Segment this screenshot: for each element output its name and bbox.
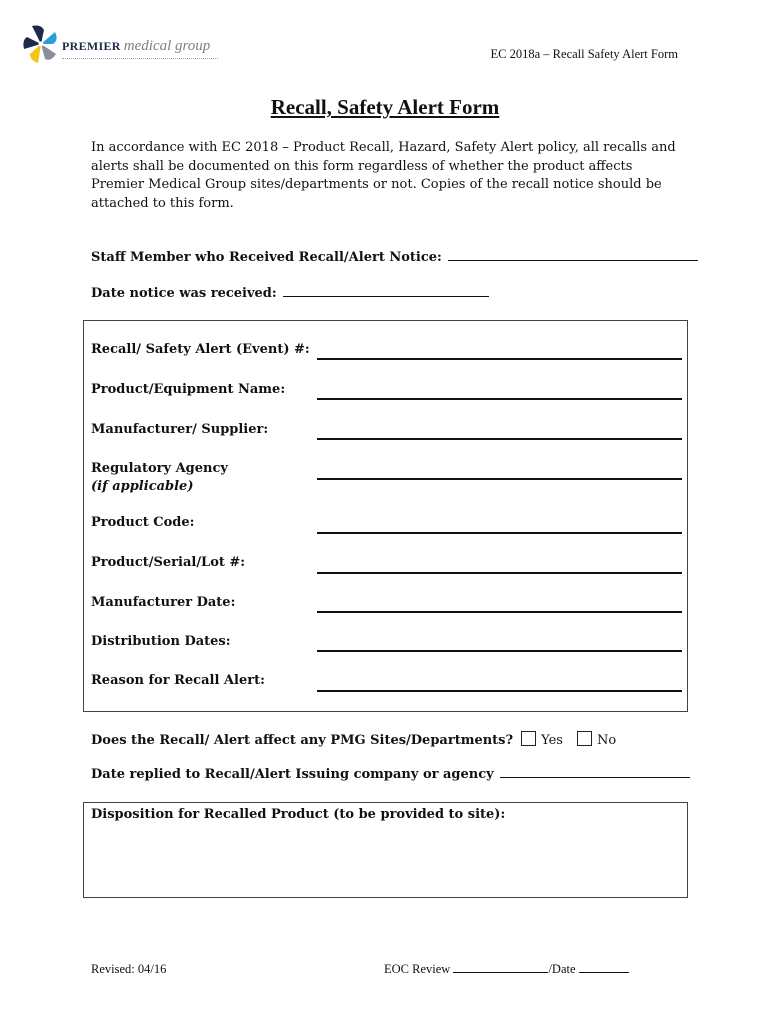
recall-field-label: Distribution Dates:	[91, 634, 231, 649]
eoc-date-label: /Date	[548, 962, 576, 976]
recall-field-input-line[interactable]	[317, 650, 682, 652]
yes-label: Yes	[541, 733, 563, 748]
recall-field-input-line[interactable]	[317, 532, 682, 534]
eoc-review-label: EOC Review	[384, 962, 451, 976]
staff-member-input-line[interactable]	[448, 250, 698, 261]
premier-logo	[22, 24, 212, 66]
recall-field-label: Product/Equipment Name:	[91, 382, 286, 397]
recall-field-label: Manufacturer Date:	[91, 595, 236, 610]
pinwheel-logo-icon	[22, 24, 60, 64]
logo-brand-text: PREMIER	[62, 39, 121, 53]
affect-sites-label: Does the Recall/ Alert affect any PMG Sites/Departments?	[91, 733, 514, 748]
recall-field-input-line[interactable]	[317, 398, 682, 400]
recall-field-label: Recall/ Safety Alert (Event) #:	[91, 342, 310, 357]
eoc-review-input-line[interactable]	[453, 962, 548, 973]
eoc-review-field	[384, 962, 629, 977]
recall-field-sublabel: (if applicable)	[91, 479, 194, 494]
date-replied-input-line[interactable]	[500, 767, 690, 778]
affect-sites-question	[91, 731, 616, 748]
recall-field-input-line[interactable]	[317, 690, 682, 692]
date-replied-label: Date replied to Recall/Alert Issuing company or agency	[91, 767, 494, 782]
date-received-input-line[interactable]	[283, 286, 489, 297]
form-title: Recall, Safety Alert Form	[270, 95, 500, 119]
logo-divider	[62, 58, 218, 59]
recall-field-input-line[interactable]	[317, 478, 682, 480]
recall-field-input-line[interactable]	[317, 358, 682, 360]
staff-member-label: Staff Member who Received Recall/Alert Notice:	[91, 250, 442, 265]
recall-field-label: Reason for Recall Alert:	[91, 673, 265, 688]
disposition-box[interactable]	[83, 802, 688, 898]
recall-field-input-line[interactable]	[317, 438, 682, 440]
form-code: EC 2018a – Recall Safety Alert Form	[490, 47, 678, 61]
revised-date: Revised: 04/16	[91, 962, 167, 976]
recall-field-input-line[interactable]	[317, 611, 682, 613]
eoc-date-input-line[interactable]	[579, 962, 629, 973]
staff-member-field	[91, 250, 698, 265]
recall-field-input-line[interactable]	[317, 572, 682, 574]
date-received-field	[91, 286, 489, 301]
date-replied-field	[91, 767, 690, 782]
no-checkbox[interactable]	[577, 731, 592, 746]
disposition-label: Disposition for Recalled Product (to be provided to site):	[91, 807, 506, 822]
recall-field-label: Manufacturer/ Supplier:	[91, 422, 269, 437]
logo-tagline-text: medical group	[123, 38, 211, 54]
yes-checkbox[interactable]	[521, 731, 536, 746]
no-label: No	[596, 733, 617, 748]
recall-field-label: Regulatory Agency (if applicable)	[91, 461, 228, 494]
date-received-label: Date notice was received:	[91, 286, 277, 301]
recall-field-label: Product Code:	[91, 515, 195, 530]
recall-details-box	[83, 320, 688, 712]
recall-field-label: Product/Serial/Lot #:	[91, 555, 246, 570]
intro-paragraph: In accordance with EC 2018 – Product Recall, Hazard, Safety Alert policy, all recalls and alerts shall be documented on this form regardless of whether the product affects Premier Medical Group sites/departments or not. Copies of the recall notice should be attached to this form.	[91, 140, 676, 211]
